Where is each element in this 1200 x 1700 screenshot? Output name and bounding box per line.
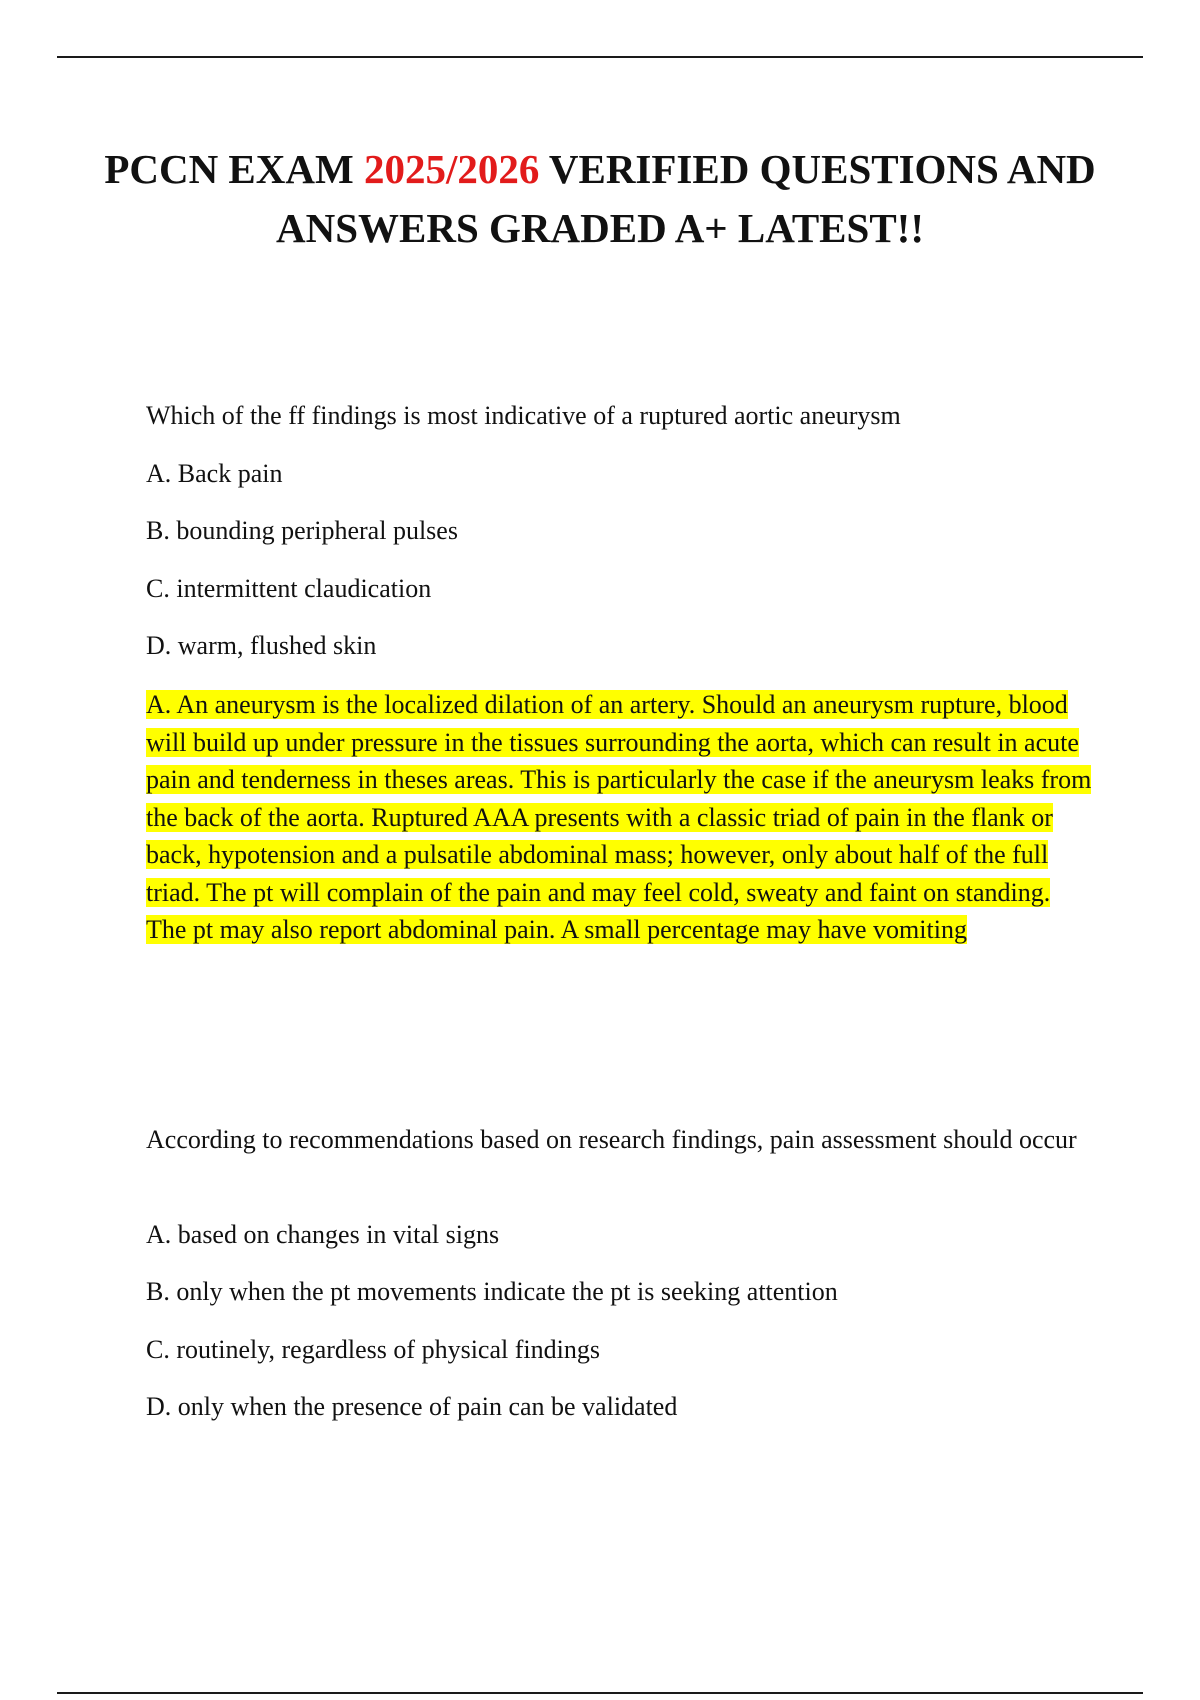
top-rule (57, 56, 1143, 58)
question-1-stem: Which of the ff findings is most indicative of a ruptured aortic aneurysm (146, 401, 901, 430)
question-1-answer (146, 686, 1096, 949)
question-1-option-a: A. Back pain (146, 459, 283, 488)
question-2-stem: According to recommendations based on research findings, pain assessment should occur (146, 1125, 1077, 1154)
question-2-option-d: D. only when the presence of pain can be validated (146, 1392, 678, 1421)
question-2-option-b: B. only when the pt movements indicate the pt is seeking attention (146, 1277, 838, 1306)
question-2-option-a: A. based on changes in vital signs (146, 1220, 500, 1249)
question-1-option-b: B. bounding peripheral pulses (146, 516, 458, 545)
bottom-rule (57, 1692, 1143, 1694)
question-1-option-d: D. warm, flushed skin (146, 631, 377, 660)
answer-highlight: A. An aneurysm is the localized dilation of an artery. Should an aneurysm rupture, blood will build up under pressure in the tissues surrounding the aorta, which can result in acute pain and tenderness in theses areas. This is particularly the case if the aneurysm leaks from the back of the aorta. Ruptured AAA presents with a classic triad of pain in the flank or back, hypotension and a pulsatile abdominal mass; however, only about half of the full triad. The pt will complain of the pain and may feel cold, sweaty and faint on standing. The pt may also report abdominal pain. A small percentage may have vomiting (146, 690, 1092, 944)
title-part-1: PCCN EXAM (104, 146, 364, 192)
document-title (100, 140, 1100, 258)
question-1-option-c: C. intermittent claudication (146, 574, 432, 603)
title-year: 2025/2026 (363, 146, 540, 192)
question-2-option-c: C. routinely, regardless of physical findings (146, 1335, 600, 1364)
title-part-2: VERIFIED QUESTIONS AND ANSWERS GRADED A+ LATEST!! (276, 146, 1096, 251)
